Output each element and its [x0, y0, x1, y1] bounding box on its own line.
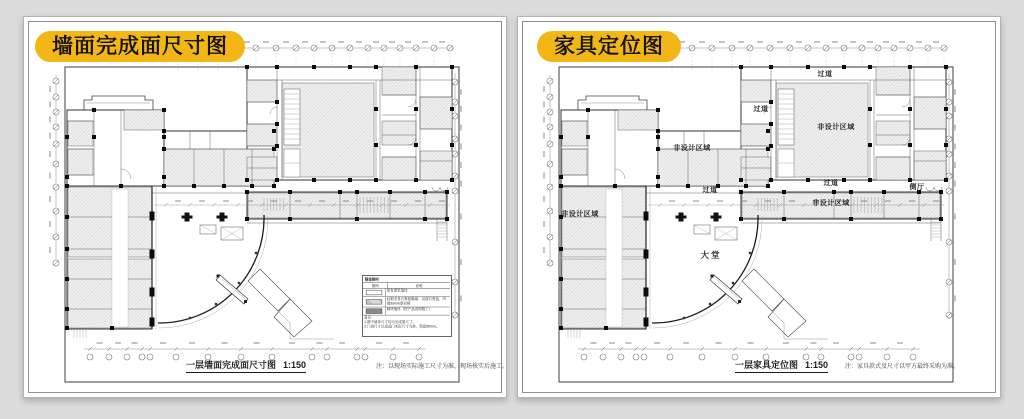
sheet-title-badge: 家具定位图: [537, 31, 681, 62]
legend-note-line: 备注：: [364, 316, 375, 320]
legend-row: [363, 297, 450, 307]
room-label: 侧厅: [909, 184, 925, 191]
legend-note-line: 1.图中墙体尺寸均为完成面尺寸。: [364, 320, 416, 325]
room-label: 非设计区域: [812, 200, 850, 207]
legend-symbol-swatch: [363, 297, 386, 307]
legend-symbol-swatch: [363, 307, 386, 315]
legend-row-desc: 原有建筑墙体: [386, 289, 408, 293]
caption-scale: 1:150: [805, 360, 829, 370]
room-label: 非设计区域: [561, 211, 599, 218]
drawing-note: 注：家具款式及尺寸以甲方最终采购为准。: [845, 364, 960, 370]
drawing-caption: [186, 358, 306, 373]
room-label: 过道: [817, 71, 833, 78]
room-label: 过道: [753, 106, 769, 113]
legend-symbol-swatch: [363, 289, 386, 297]
wall-legend-content: [363, 276, 450, 330]
floor-plan-drawing: [24, 17, 509, 397]
legend-rows: [363, 289, 450, 316]
room-label: 非设计区域: [673, 145, 711, 152]
legend-header-desc: 说明: [415, 284, 423, 289]
room-label: 过道: [823, 180, 839, 187]
legend-header-symbol: 图例: [363, 283, 388, 288]
furniture-layout-sheet: [517, 16, 1001, 398]
legend-notes: [363, 315, 450, 330]
wall-legend-table: [362, 275, 452, 337]
drawing-note: 注：以现场实际施工尺寸为准，现场核实后施工。: [376, 364, 509, 370]
legend-row: [363, 289, 450, 297]
room-label: 非设计区域: [817, 124, 855, 131]
room-label: 过道: [702, 187, 718, 194]
legend-row-desc: 砌块墙体（按产品说明施工）: [386, 307, 433, 312]
legend-note-line: 2.门洞尺寸以成品门实际尺寸为准，预留50mm。: [364, 325, 440, 329]
legend-row-desc: 轻钢龙骨石膏板隔墙：双面石膏板，内填50mm厚岩棉: [386, 297, 446, 306]
room-label: 大堂: [700, 250, 722, 260]
drawing-caption: [735, 358, 828, 373]
caption-text: 一层家具定位图: [735, 360, 799, 370]
caption-text: 一层墙面完成面尺寸图: [186, 360, 277, 370]
caption-scale: 1:150: [283, 360, 307, 370]
wall-dimension-sheet: [23, 16, 507, 398]
floor-plan-drawing: [518, 17, 1000, 397]
legend-row: [363, 307, 450, 315]
sheet-title-badge: 墙面完成面尺寸图: [35, 31, 245, 62]
legend-title: 隔墙图例: [363, 276, 450, 283]
